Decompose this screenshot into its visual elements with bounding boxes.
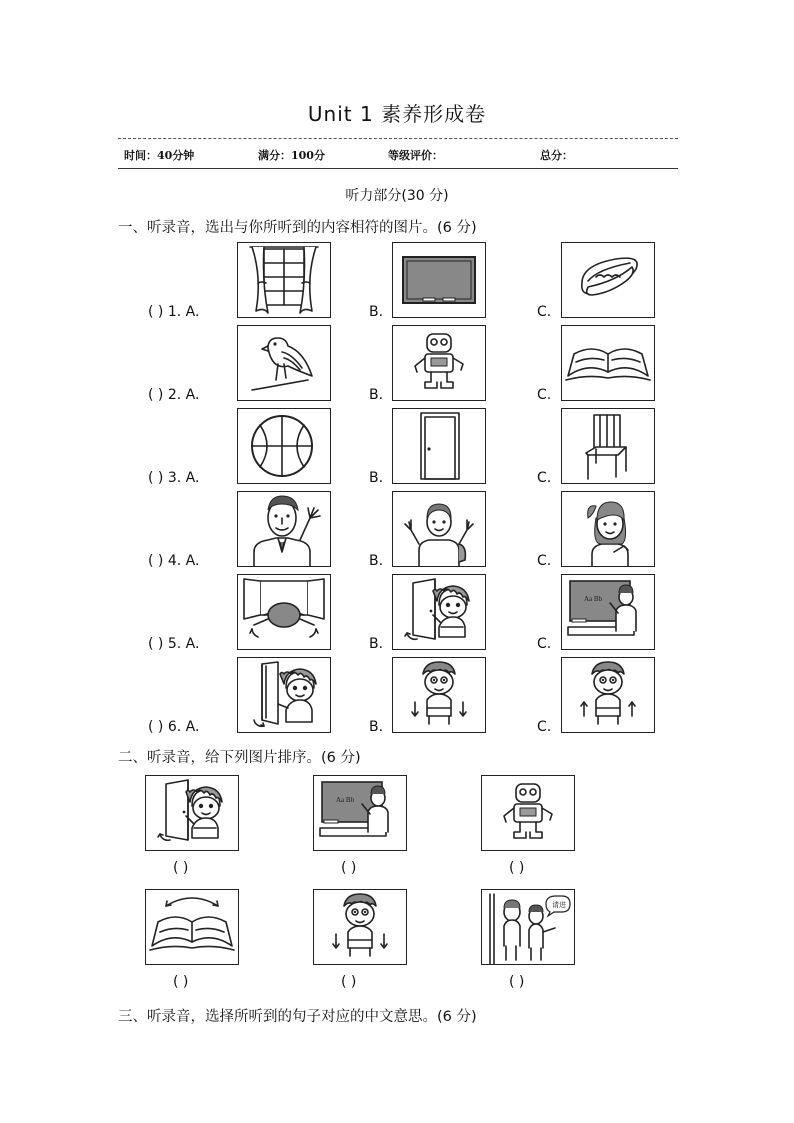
info-total: 总分： [540, 149, 573, 162]
sequence-picture[interactable] [313, 889, 407, 965]
option-picture[interactable] [392, 657, 486, 733]
open-door-icon [393, 575, 485, 649]
section3-heading: 三、听录音，选择所听到的句子对应的中文意思。(6 分) [118, 1009, 477, 1025]
question-label: ( ) 3. A. [148, 470, 200, 486]
bird-icon [238, 326, 330, 400]
option-picture[interactable] [237, 491, 331, 567]
answer-bracket[interactable]: ( ) [173, 974, 189, 990]
info-grade: 等级评价： [388, 149, 443, 162]
blackboard-icon [393, 243, 485, 317]
option-letter-b: B. [369, 470, 384, 486]
sequence-picture[interactable] [313, 775, 407, 851]
sequence-picture[interactable] [145, 889, 239, 965]
answer-bracket[interactable]: ( ) [341, 860, 357, 876]
answer-bracket[interactable]: ( ) [509, 974, 525, 990]
option-picture[interactable] [561, 408, 655, 484]
option-picture[interactable] [392, 574, 486, 650]
option-picture[interactable] [237, 574, 331, 650]
svg-text:Aa Bb: Aa Bb [584, 595, 603, 603]
option-picture[interactable] [561, 657, 655, 733]
sit-down-icon [393, 658, 485, 732]
answer-bracket[interactable]: ( ) [509, 860, 525, 876]
section1-heading: 一、听录音，选出与你所听到的内容相符的图片。(6 分) [118, 220, 477, 236]
section2-heading: 二、听录音，给下列图片排序。(6 分) [118, 750, 361, 766]
svg-text:请进: 请进 [552, 901, 566, 909]
svg-text:Aa Bb: Aa Bb [336, 796, 355, 804]
window-icon [238, 243, 330, 317]
option-picture[interactable] [237, 408, 331, 484]
option-letter-b: B. [369, 636, 384, 652]
option-picture[interactable] [561, 242, 655, 318]
open-window-icon [238, 575, 330, 649]
option-picture[interactable] [237, 242, 331, 318]
option-letter-c: C. [537, 553, 552, 569]
sit-down-icon [314, 890, 406, 964]
teacher-board-icon [314, 776, 406, 850]
question-label: ( ) 1. A. [148, 304, 200, 320]
option-letter-c: C. [537, 304, 552, 320]
option-picture[interactable] [561, 491, 655, 567]
option-letter-b: B. [369, 719, 384, 735]
sequence-picture[interactable] [145, 775, 239, 851]
listening-part-title: 听力部分(30 分) [345, 188, 449, 204]
option-picture[interactable] [561, 574, 655, 650]
come-in-icon [482, 890, 574, 964]
teacher-board-icon [562, 575, 654, 649]
sequence-picture[interactable] [481, 889, 575, 965]
boy-waving-icon [393, 492, 485, 566]
option-picture[interactable] [237, 325, 331, 401]
info-time: 时间：40分钟 [124, 149, 195, 162]
basketball-icon [238, 409, 330, 483]
stand-up-icon [562, 658, 654, 732]
option-picture[interactable] [392, 242, 486, 318]
option-letter-b: B. [369, 553, 384, 569]
hotdog-icon [562, 243, 654, 317]
option-letter-c: C. [537, 387, 552, 403]
answer-bracket[interactable]: ( ) [341, 974, 357, 990]
option-picture[interactable] [561, 325, 655, 401]
info-full-score: 满分：100分 [258, 149, 325, 162]
close-door-icon [238, 658, 330, 732]
option-letter-b: B. [369, 387, 384, 403]
answer-bracket[interactable]: ( ) [173, 860, 189, 876]
question-label: ( ) 2. A. [148, 387, 200, 403]
header-dashed-rule [118, 138, 678, 139]
open-door-icon [146, 776, 238, 850]
option-picture[interactable] [392, 491, 486, 567]
chair-icon [562, 409, 654, 483]
option-picture[interactable] [392, 325, 486, 401]
door-icon [393, 409, 485, 483]
header-solid-rule [118, 168, 678, 169]
option-picture[interactable] [392, 408, 486, 484]
question-label: ( ) 5. A. [148, 636, 200, 652]
option-letter-c: C. [537, 470, 552, 486]
girl-icon [562, 492, 654, 566]
sequence-picture[interactable] [481, 775, 575, 851]
book-icon [562, 326, 654, 400]
robot-icon [482, 776, 574, 850]
question-label: ( ) 4. A. [148, 553, 200, 569]
option-letter-b: B. [369, 304, 384, 320]
option-picture[interactable] [237, 657, 331, 733]
man-waving-icon [238, 492, 330, 566]
option-letter-c: C. [537, 719, 552, 735]
question-label: ( ) 6. A. [148, 719, 200, 735]
option-letter-c: C. [537, 636, 552, 652]
open-book-icon [146, 890, 238, 964]
page-title: Unit 1 素养形成卷 [307, 102, 487, 126]
robot-icon [393, 326, 485, 400]
